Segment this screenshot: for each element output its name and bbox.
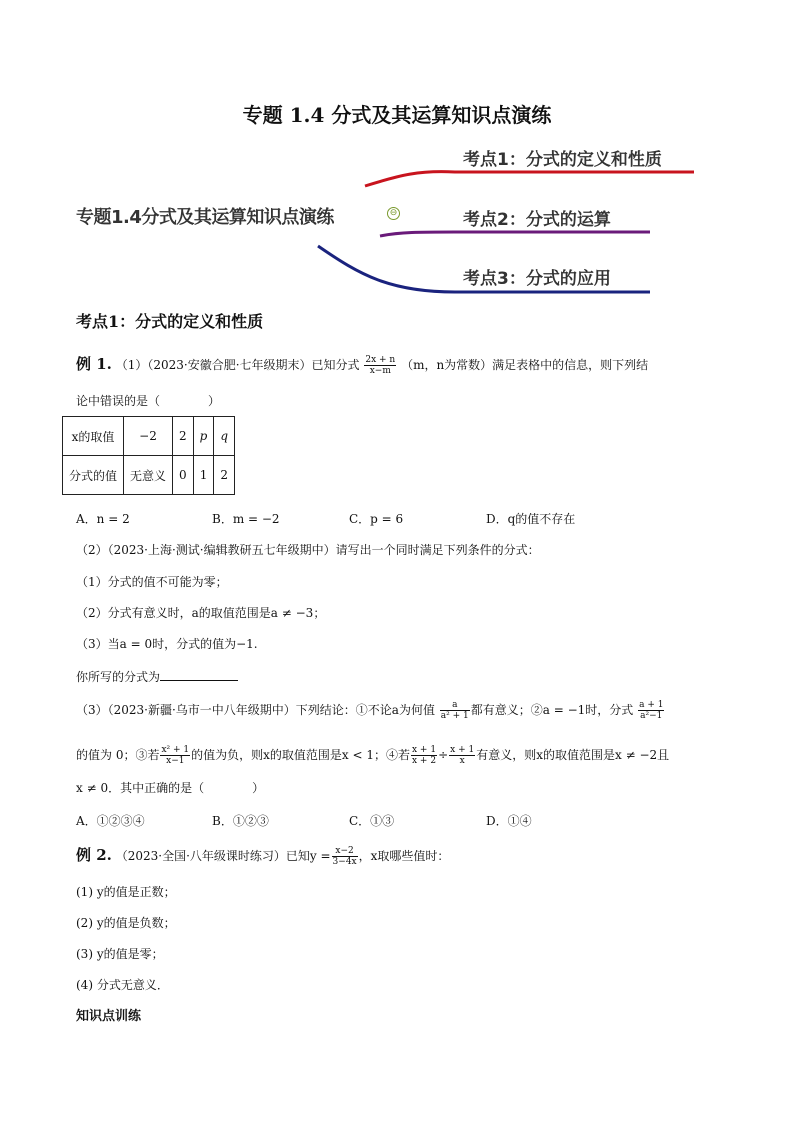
- part-3-line1: [76, 700, 665, 721]
- option-c: C．p = 6: [349, 512, 404, 526]
- option-b: B．①②③: [212, 814, 269, 828]
- table-cell: 2: [214, 456, 235, 495]
- text: （1）（2023·安徽合肥·七年级期末）已知分式: [115, 358, 360, 372]
- branch-line-2: [380, 232, 650, 236]
- fraction-denominator: 3−4x: [332, 857, 357, 867]
- table-cell: 0: [173, 456, 194, 495]
- text: ，x取哪些值时：: [358, 849, 450, 863]
- fraction: [638, 700, 664, 721]
- text: （2023·全国·八年级课时练习）已知y =: [115, 849, 331, 863]
- fraction-numerator: a + 1: [639, 700, 664, 710]
- example-1-label: 例 1.: [76, 355, 112, 373]
- table-row: [63, 417, 235, 456]
- text: （m，n为常数）满足表格中的信息，则下列结: [401, 358, 649, 372]
- mindmap-connectors: [0, 0, 794, 300]
- text: 你所写的分式为: [76, 670, 161, 684]
- page-title: 专题 1.4 分式及其运算知识点演练: [242, 103, 552, 127]
- table-cell: p: [193, 417, 214, 456]
- fraction-numerator: a: [440, 700, 470, 711]
- table-cell: 1: [193, 456, 214, 495]
- condition-3: （3）当a = 0时，分式的值为−1.: [76, 637, 258, 651]
- option-a: A．①②③④: [76, 814, 145, 828]
- table-cell: q: [214, 417, 235, 456]
- fraction-denominator: x−m: [369, 366, 391, 376]
- option-d: D．①④: [486, 814, 532, 828]
- fraction: [160, 745, 190, 766]
- list-item: (1) y的值是正数；: [76, 885, 176, 899]
- answer-blank[interactable]: [160, 668, 238, 681]
- table-row: [63, 456, 235, 495]
- table-cell: 无意义: [124, 456, 173, 495]
- condition-1: （1）分式的值不可能为零；: [76, 575, 228, 589]
- table-cell: −2: [124, 417, 173, 456]
- fraction-denominator: a² + 1: [440, 711, 469, 721]
- list-item: (2) y的值是负数；: [76, 916, 176, 930]
- example-2-intro: [76, 846, 449, 867]
- option-b: B．m = −2: [212, 512, 280, 526]
- fraction: [440, 700, 470, 721]
- text: 的值为负，则x的取值范围是x < 1；④若: [191, 748, 410, 762]
- text: 有意义，则x的取值范围是x ≠ −2且: [476, 748, 670, 762]
- option-a: A．n = 2: [76, 512, 130, 526]
- collapse-icon[interactable]: ⊖: [387, 207, 400, 220]
- mindmap-branch-2: 考点2：分式的运算: [463, 210, 611, 230]
- fraction-numerator: x² + 1: [161, 745, 190, 755]
- fraction-numerator: x + 1: [450, 745, 475, 755]
- example-1-intro: [76, 355, 648, 376]
- part-3-line2: [76, 745, 669, 766]
- fraction: [364, 355, 396, 376]
- part-3-line3: x ≠ 0．其中正确的是（ ）: [76, 781, 265, 795]
- list-item: (3) y的值是零；: [76, 947, 164, 961]
- condition-2: （2）分式有意义时，a的取值范围是a ≠ −3；: [76, 606, 326, 620]
- fraction-numerator: x + 1: [412, 745, 437, 755]
- text: （3）（2023·新疆·乌市一中八年级期中）下列结论：①不论a为何值: [76, 703, 435, 717]
- mindmap-center-topic: 专题1.4分式及其运算知识点演练: [76, 207, 334, 228]
- mindmap-branch-1: 考点1：分式的定义和性质: [463, 150, 662, 170]
- mindmap-branch-3: 考点3：分式的应用: [463, 269, 611, 289]
- fraction: [332, 846, 358, 867]
- value-table: [62, 416, 235, 495]
- fraction: [449, 745, 475, 766]
- fraction-denominator: x−1: [166, 756, 185, 766]
- option-d: D．q的值不存在: [486, 512, 576, 526]
- table-cell: 分式的值: [63, 456, 124, 495]
- example-2-label: 例 2.: [76, 846, 112, 864]
- list-item: (4) 分式无意义．: [76, 978, 169, 992]
- fraction-numerator: x−2: [332, 846, 358, 857]
- fraction-numerator: 2x + n: [365, 355, 396, 365]
- branch-line-1: [365, 172, 694, 186]
- example-1-intro-line2: 论中错误的是（ ）: [76, 394, 221, 408]
- section-heading-training: 知识点训练: [76, 1009, 142, 1024]
- table-cell: 2: [173, 417, 194, 456]
- fraction-denominator: a²−1: [640, 711, 663, 721]
- table-cell: x的取值: [63, 417, 124, 456]
- option-c: C．①③: [349, 814, 395, 828]
- fill-in-line: [76, 668, 238, 685]
- section-heading: 考点1：分式的定义和性质: [76, 312, 264, 331]
- part-2-intro: （2）（2023·上海·测试·编辑教研五七年级期中）请写出一个同时满足下列条件的分式：: [76, 543, 540, 557]
- fraction: [411, 745, 437, 766]
- divide-sign: ÷: [438, 748, 449, 762]
- fraction-denominator: x: [459, 756, 465, 766]
- text: 都有意义；②a = −1时，分式: [470, 703, 634, 717]
- fraction-denominator: x + 2: [412, 756, 437, 766]
- text: 的值为 0；③若: [76, 748, 160, 762]
